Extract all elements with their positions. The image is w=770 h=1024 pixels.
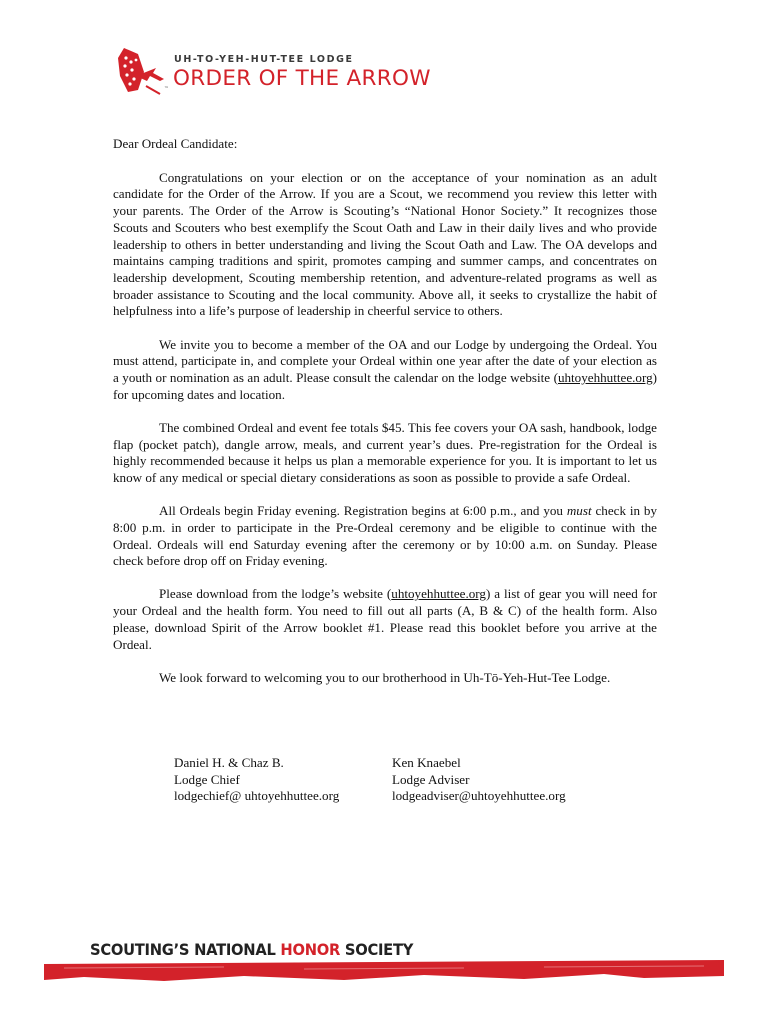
- paragraph-invitation: [113, 337, 657, 404]
- signer-email: lodgeadviser@uhtoyehhuttee.org: [392, 788, 566, 804]
- letterhead: [116, 46, 436, 94]
- letter-body: [113, 136, 657, 703]
- signer-email: lodgechief@ uhtoyehhuttee.org: [174, 788, 340, 804]
- red-brush-stripe: [44, 960, 724, 982]
- org-name: ORDER OF THE ARROW: [173, 66, 431, 91]
- signer-name: Ken Knaebel: [392, 755, 461, 770]
- lodge-name: UH-TO-YEH-HUT-TEE LODGE: [174, 54, 354, 65]
- signature-lodge-adviser: [392, 755, 566, 805]
- paragraph-text: We invite you to become a member of the OA and our Lodge by undergoing the Ordeal. You must attend, participate in, and complete your Ordeal within one year after the date of your election as a youth or nomination as an adult. Please consult the calendar on the lodge website (: [113, 336, 657, 385]
- footer-slogan: [90, 940, 413, 959]
- paragraph-text: Please download from the lodge’s website (: [159, 586, 392, 602]
- paragraph-schedule: [113, 503, 657, 570]
- paragraph-fee: The combined Ordeal and event fee totals $45. This fee covers your OA sash, handbook, lodge flap (pocket patch), dangle arrow, meals, and current year’s dues. Pre-registration for the Ordeal is highly recommended because it helps us plan a memorable experience for you. It is important to let us know of any medical or special dietary considerations as soon as possible to provide a safe Ordeal.: [113, 419, 657, 485]
- paragraph-text: ) for upcoming dates and location.: [113, 369, 657, 402]
- paragraph-text: ) a list of gear you will need for your Ordeal and the health form. You need to fill out all parts (A, B & C) of the health form. Also please, download Spirit of the Arrow booklet #1. Please read this booklet before you arrive at the Ordeal.: [113, 586, 657, 652]
- paragraph-downloads: [113, 586, 657, 653]
- signer-title: Lodge Adviser: [392, 771, 470, 787]
- trademark-symbol: ™: [164, 86, 169, 92]
- lodge-website-link[interactable]: uhtoyehhuttee.org: [557, 369, 653, 385]
- signer-title: Lodge Chief: [174, 771, 240, 787]
- paragraph-congratulations: Congratulations on your election or on the acceptance of your nomination as an adult candidate for the Order of the Arrow. If you are a Scout, we recommend you review this letter with your parents. The Order of the Arrow is Scouting’s “National Honor Society.” It recognizes those Scouts and Scouters who best exemplify the Scout Oath and Law in their daily lives and who provide leadership to others in better understanding and living the Scout Oath and Law. The OA develops and maintains camping traditions and spirit, promotes camping and summer camps, and concentrates on leadership development, Scouting membership retention, and adventure-related programs as well as broader assistance to Scouting and the local community. Above all, it seeks to crystallize the habit of helpfulness into a life’s purpose of leadership in cheerful service to others.: [113, 169, 657, 319]
- lodge-website-link[interactable]: uhtoyehhuttee.org: [391, 586, 486, 602]
- paragraph-closing: We look forward to welcoming you to our brotherhood in Uh-Tō-Yeh-Hut-Tee Lodge.: [159, 669, 611, 685]
- paragraph-text: check in by 8:00 p.m. in order to participate in the Pre-Ordeal ceremony and be eligible to continue with the Ordeal. Ordeals will end Saturday evening after the ceremony or by 10:00 a.m. on Sunday. Please check before drop off on Friday evening.: [113, 503, 657, 569]
- footer-banner: [44, 940, 724, 984]
- footer-honor-word: HONOR: [280, 940, 341, 959]
- signer-name: Daniel H. & Chaz B.: [174, 755, 284, 770]
- signature-lodge-chief: [174, 755, 339, 805]
- emphasis-must: must: [566, 503, 592, 519]
- paragraph-text: All Ordeals begin Friday evening. Registration begins at 6:00 p.m., and you: [159, 503, 567, 519]
- footer-text-part: SCOUTING’S NATIONAL: [90, 940, 281, 959]
- salutation: Dear Ordeal Candidate:: [113, 136, 238, 151]
- footer-text-part: SOCIETY: [340, 940, 414, 959]
